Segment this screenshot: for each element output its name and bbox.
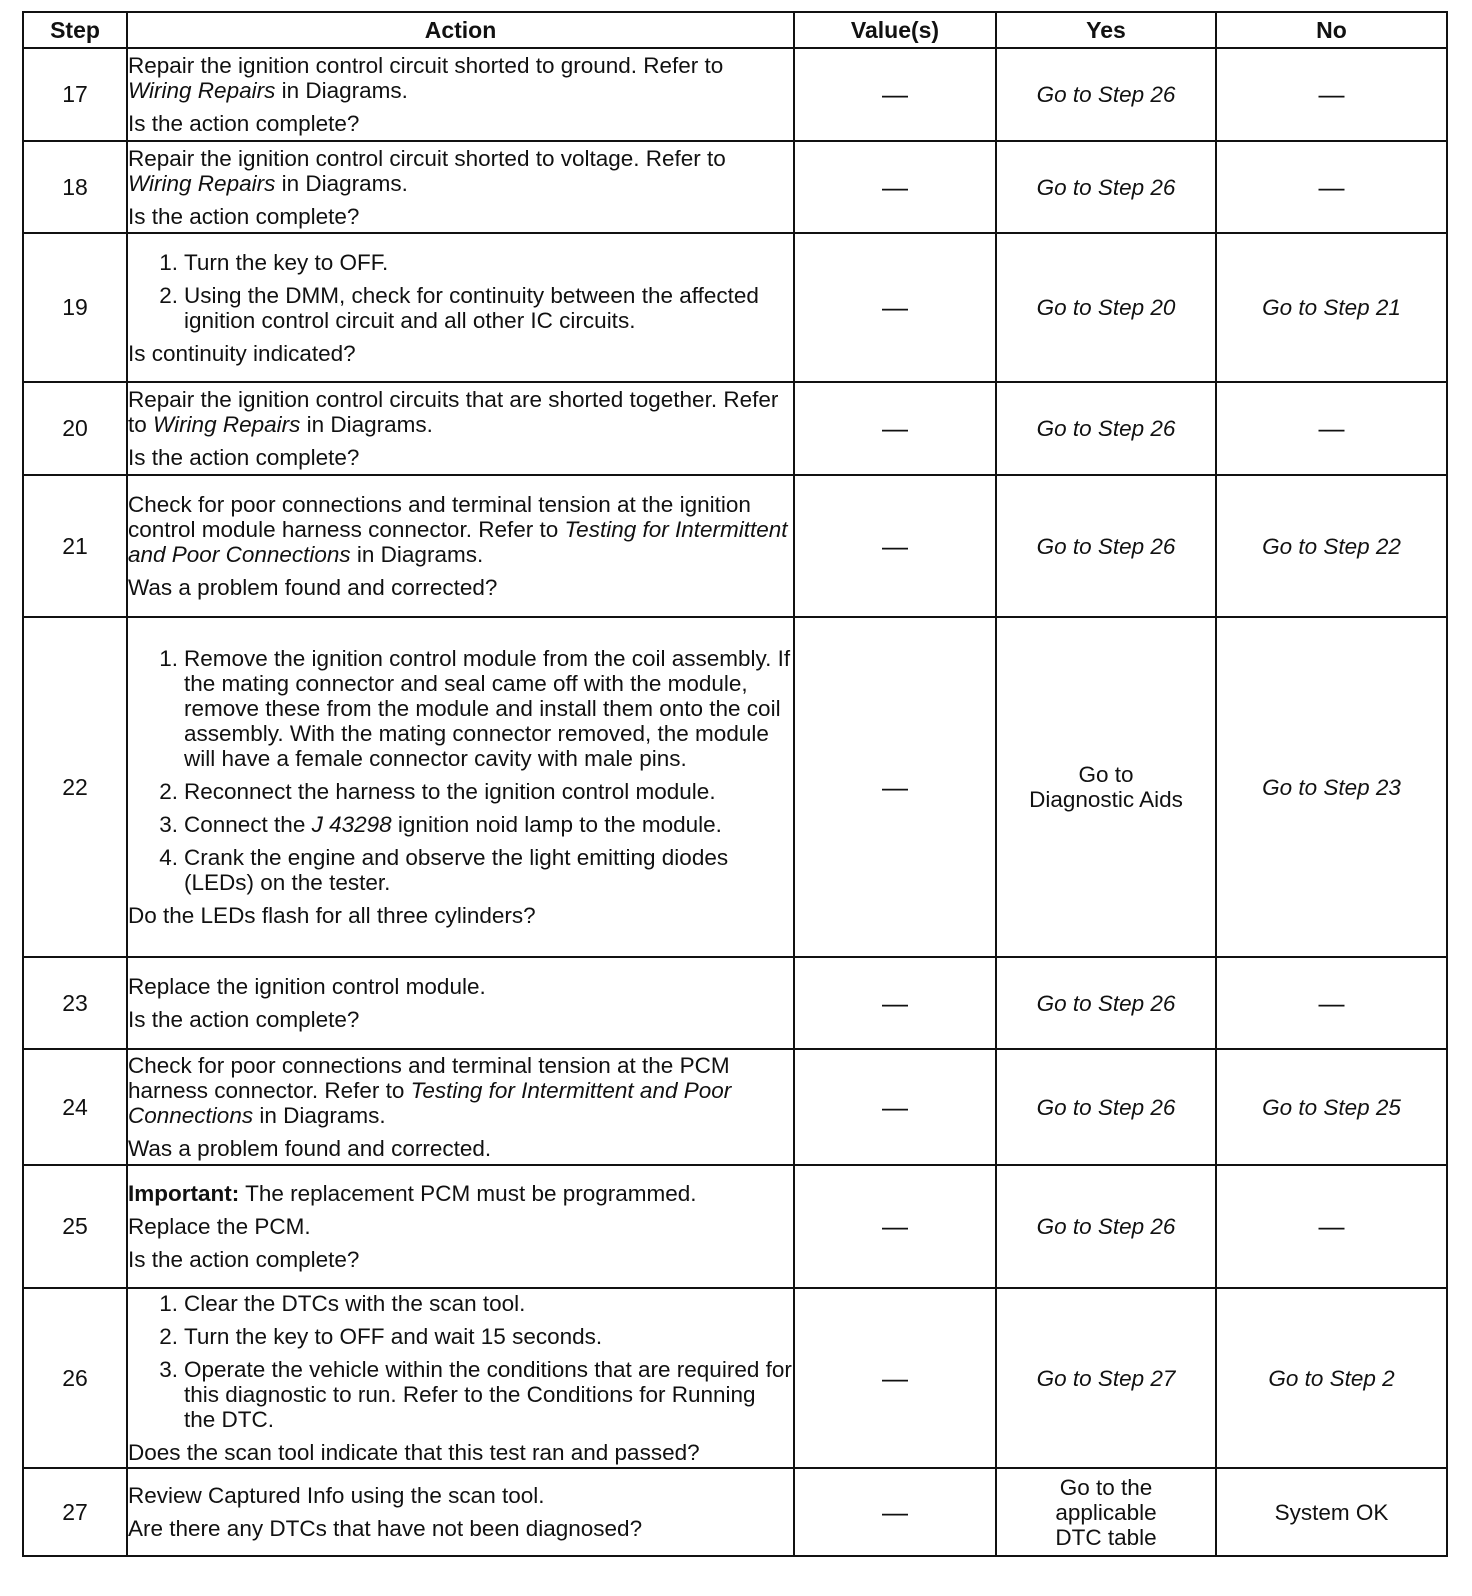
yes-cell: Go to Step 26 bbox=[996, 1049, 1216, 1165]
header-action: Action bbox=[127, 12, 794, 48]
no-cell: — bbox=[1216, 382, 1447, 475]
value-cell: — bbox=[794, 1288, 996, 1468]
action-question: Is the action complete? bbox=[128, 203, 360, 229]
action-text: Replace the ignition control module. bbox=[128, 974, 486, 999]
no-cell: Go to Step 2 bbox=[1216, 1288, 1447, 1468]
step-number: 26 bbox=[23, 1288, 127, 1468]
yes-cell: Go to Step 26 bbox=[996, 475, 1216, 617]
list-item: 1. Clear the DTCs with the scan tool. bbox=[159, 1291, 526, 1316]
list-item: 2. Turn the key to OFF and wait 15 seconds. bbox=[159, 1324, 603, 1349]
action-question: Is the action complete? bbox=[128, 1247, 360, 1272]
header-values: Value(s) bbox=[794, 12, 996, 48]
value-cell: — bbox=[794, 48, 996, 141]
action-text: Check for poor connections and terminal tension at the ignition control module harness connector. Refer to Testing for Intermittent and Poor Connections in Diagrams. bbox=[128, 492, 788, 567]
step-number: 27 bbox=[23, 1468, 127, 1556]
wiring-repairs-reference: Wiring Repairs bbox=[128, 170, 276, 196]
table-row bbox=[23, 957, 1447, 1049]
value-cell: — bbox=[794, 1049, 996, 1165]
yes-line: applicable bbox=[1055, 1499, 1157, 1525]
no-cell: Go to Step 21 bbox=[1216, 233, 1447, 382]
action-steps-list bbox=[128, 1291, 793, 1432]
action-cell bbox=[127, 957, 794, 1049]
value-cell: — bbox=[794, 617, 996, 957]
action-text: Repair the ignition control circuit shorted to ground. Refer to Wiring Repairs in Diagrams. bbox=[128, 53, 724, 103]
list-item: 2. Using the DMM, check for continuity between the affected ignition control circuit and all other IC circuits. bbox=[159, 282, 759, 333]
no-cell: Go to Step 23 bbox=[1216, 617, 1447, 957]
wiring-repairs-reference: Wiring Repairs bbox=[153, 412, 301, 437]
list-item: 3. Connect the J 43298 ignition noid lamp to the module. bbox=[159, 812, 722, 837]
step-number: 23 bbox=[23, 957, 127, 1049]
header-row bbox=[23, 12, 1447, 48]
action-question: Is continuity indicated? bbox=[128, 340, 356, 366]
yes-cell: Go to Step 26 bbox=[996, 1165, 1216, 1288]
action-text: Review Captured Info using the scan tool. bbox=[128, 1483, 545, 1508]
no-cell: — bbox=[1216, 141, 1447, 233]
yes-line: Go to the bbox=[1059, 1474, 1153, 1500]
testing-intermittent-reference: Testing for Intermittent and Poor Connections bbox=[128, 1078, 732, 1128]
value-cell: — bbox=[794, 475, 996, 617]
step-number: 19 bbox=[23, 233, 127, 382]
no-cell: — bbox=[1216, 1165, 1447, 1288]
table-row bbox=[23, 617, 1447, 957]
step-number: 17 bbox=[23, 48, 127, 141]
action-steps-list bbox=[128, 250, 793, 333]
list-item: 1. Remove the ignition control module from the coil assembly. If the mating connector and seal came off with the module, remove these from the module and install them onto the coil assembly. With the mating connector removed, the module will have a female connector cavity with male pins. bbox=[159, 646, 791, 771]
action-question: Was a problem found and corrected. bbox=[128, 1136, 492, 1161]
action-cell bbox=[127, 475, 794, 617]
action-cell bbox=[127, 233, 794, 382]
yes-line: DTC table bbox=[1055, 1524, 1157, 1550]
step-number: 22 bbox=[23, 617, 127, 957]
action-cell bbox=[127, 1468, 794, 1556]
testing-intermittent-reference: Testing for Intermittent and Poor Connections bbox=[128, 517, 788, 567]
step-number: 24 bbox=[23, 1049, 127, 1165]
action-question: Is the action complete? bbox=[128, 445, 360, 470]
action-cell bbox=[127, 141, 794, 233]
list-item: 1. Turn the key to OFF. bbox=[159, 249, 389, 275]
important-label: Important: bbox=[128, 1181, 240, 1206]
list-item: 4. Crank the engine and observe the light emitting diodes (LEDs) on the tester. bbox=[159, 845, 729, 895]
value-cell: — bbox=[794, 233, 996, 382]
yes-cell: Go to Step 27 bbox=[996, 1288, 1216, 1468]
value-cell: — bbox=[794, 141, 996, 233]
step-number: 18 bbox=[23, 141, 127, 233]
no-cell: — bbox=[1216, 48, 1447, 141]
table-row bbox=[23, 1049, 1447, 1165]
no-cell: — bbox=[1216, 957, 1447, 1049]
no-cell: System OK bbox=[1216, 1468, 1447, 1556]
table-row bbox=[23, 141, 1447, 233]
step-number: 20 bbox=[23, 382, 127, 475]
value-cell: — bbox=[794, 957, 996, 1049]
list-item: 3. Operate the vehicle within the conditions that are required for this diagnostic to run. Refer to the Conditions for Running the DTC. bbox=[159, 1357, 792, 1432]
yes-cell: Go to Step 20 bbox=[996, 233, 1216, 382]
yes-line: Go to bbox=[1078, 762, 1134, 787]
yes-cell: Go to Step 26 bbox=[996, 48, 1216, 141]
action-cell bbox=[127, 1049, 794, 1165]
important-note: Important: The replacement PCM must be programmed. bbox=[128, 1181, 697, 1206]
yes-cell bbox=[996, 1468, 1216, 1556]
action-cell bbox=[127, 382, 794, 475]
table-row bbox=[23, 1288, 1447, 1468]
yes-cell: Go to Step 26 bbox=[996, 957, 1216, 1049]
action-question: Is the action complete? bbox=[128, 1007, 360, 1032]
table-row bbox=[23, 48, 1447, 141]
action-cell bbox=[127, 48, 794, 141]
action-text: Check for poor connections and terminal tension at the PCM harness connector. Refer to Testing for Intermittent and Poor Connections in Diagrams. bbox=[128, 1053, 732, 1128]
yes-cell: Go to Step 26 bbox=[996, 382, 1216, 475]
action-question: Do the LEDs flash for all three cylinders? bbox=[128, 903, 536, 928]
list-item: 2. Reconnect the harness to the ignition control module. bbox=[159, 779, 716, 804]
action-question: Is the action complete? bbox=[128, 111, 360, 136]
table-row bbox=[23, 1468, 1447, 1556]
value-cell: — bbox=[794, 1468, 996, 1556]
action-cell bbox=[127, 617, 794, 957]
tool-number: J 43298 bbox=[311, 812, 392, 837]
yes-cell bbox=[996, 617, 1216, 957]
table-row bbox=[23, 1165, 1447, 1288]
header-no: No bbox=[1216, 12, 1447, 48]
value-cell: — bbox=[794, 1165, 996, 1288]
header-yes: Yes bbox=[996, 12, 1216, 48]
action-steps-list bbox=[128, 646, 793, 895]
wiring-repairs-reference: Wiring Repairs bbox=[128, 78, 276, 103]
yes-line: Diagnostic Aids bbox=[1029, 787, 1183, 812]
step-number: 25 bbox=[23, 1165, 127, 1288]
action-text: Repair the ignition control circuit shorted to voltage. Refer to Wiring Repairs in Diagrams. bbox=[128, 145, 726, 196]
step-number: 21 bbox=[23, 475, 127, 617]
header-step: Step bbox=[23, 12, 127, 48]
table-row bbox=[23, 475, 1447, 617]
diagnostic-table bbox=[22, 11, 1448, 1557]
action-question: Are there any DTCs that have not been diagnosed? bbox=[128, 1516, 643, 1541]
value-cell: — bbox=[794, 382, 996, 475]
action-cell bbox=[127, 1288, 794, 1468]
no-cell: Go to Step 25 bbox=[1216, 1049, 1447, 1165]
yes-cell: Go to Step 26 bbox=[996, 141, 1216, 233]
action-question: Does the scan tool indicate that this test ran and passed? bbox=[128, 1440, 700, 1465]
action-question: Was a problem found and corrected? bbox=[128, 575, 498, 600]
table-row bbox=[23, 382, 1447, 475]
action-cell bbox=[127, 1165, 794, 1288]
no-cell: Go to Step 22 bbox=[1216, 475, 1447, 617]
action-text: Repair the ignition control circuits that are shorted together. Refer to Wiring Repairs in Diagrams. bbox=[128, 387, 779, 437]
table-row bbox=[23, 233, 1447, 382]
action-text: Replace the PCM. bbox=[128, 1214, 311, 1239]
